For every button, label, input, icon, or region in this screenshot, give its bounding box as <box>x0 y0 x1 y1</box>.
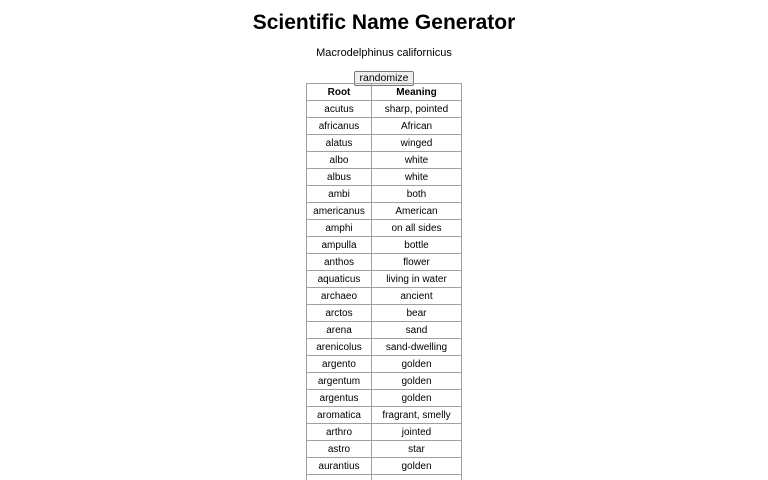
table-row <box>307 169 462 186</box>
generated-name: Macrodelphinus californicus <box>316 47 452 59</box>
root-cell: americanus <box>307 203 372 220</box>
table-row <box>307 152 462 169</box>
root-cell: aquaticus <box>307 271 372 288</box>
meaning-cell: both <box>372 186 462 203</box>
meaning-cell: golden <box>372 458 462 475</box>
table-body <box>307 101 462 480</box>
table-row <box>307 220 462 237</box>
table-row <box>307 254 462 271</box>
meaning-cell: golden <box>372 356 462 373</box>
meaning-cell: golden <box>372 373 462 390</box>
root-cell: ambi <box>307 186 372 203</box>
meaning-cell: white <box>372 169 462 186</box>
table-row <box>307 237 462 254</box>
table-row <box>307 203 462 220</box>
root-cell: astro <box>307 441 372 458</box>
root-cell: argento <box>307 356 372 373</box>
header-root: Root <box>307 84 372 101</box>
table-row <box>307 441 462 458</box>
table-row <box>307 322 462 339</box>
root-cell: arenicolus <box>307 339 372 356</box>
table-row <box>307 390 462 407</box>
meaning-cell: on all sides <box>372 220 462 237</box>
root-cell: argentum <box>307 373 372 390</box>
root-cell: anthos <box>307 254 372 271</box>
table-row <box>307 118 462 135</box>
meaning-cell: bear <box>372 305 462 322</box>
root-cell: arthro <box>307 424 372 441</box>
meaning-cell: sand-dwelling <box>372 339 462 356</box>
table-row <box>307 407 462 424</box>
randomize-button[interactable]: randomize <box>354 71 413 86</box>
meaning-cell: African <box>372 118 462 135</box>
meaning-cell: jointed <box>372 424 462 441</box>
root-cell: albo <box>307 152 372 169</box>
table-row <box>307 101 462 118</box>
page-title: Scientific Name Generator <box>252 11 516 34</box>
root-cell: arena <box>307 322 372 339</box>
meaning-cell: ancient <box>372 288 462 305</box>
root-cell: aromatica <box>307 407 372 424</box>
root-cell: alatus <box>307 135 372 152</box>
table-row <box>307 339 462 356</box>
meaning-cell: bottle <box>372 237 462 254</box>
root-cell: argentus <box>307 390 372 407</box>
meaning-cell: living in water <box>372 271 462 288</box>
table-row <box>307 475 462 480</box>
table-row <box>307 271 462 288</box>
root-cell: archaeo <box>307 288 372 305</box>
table-row <box>307 305 462 322</box>
meaning-cell: American <box>372 203 462 220</box>
root-cell: ampulla <box>307 237 372 254</box>
meaning-cell: sharp, pointed <box>372 101 462 118</box>
meaning-cell <box>372 475 462 480</box>
table-row <box>307 186 462 203</box>
meaning-cell: flower <box>372 254 462 271</box>
table-row <box>307 288 462 305</box>
table-row <box>307 373 462 390</box>
root-cell: africanus <box>307 118 372 135</box>
meaning-cell: sand <box>372 322 462 339</box>
root-cell: arctos <box>307 305 372 322</box>
meaning-cell: star <box>372 441 462 458</box>
table-header-row <box>307 84 462 101</box>
roots-table <box>306 83 462 480</box>
root-cell: acutus <box>307 101 372 118</box>
table-row <box>307 135 462 152</box>
meaning-cell: fragrant, smelly <box>372 407 462 424</box>
root-cell: aurantius <box>307 458 372 475</box>
root-cell: amphi <box>307 220 372 237</box>
meaning-cell: white <box>372 152 462 169</box>
table-row <box>307 458 462 475</box>
header-meaning: Meaning <box>372 84 462 101</box>
table-row <box>307 356 462 373</box>
table-row <box>307 424 462 441</box>
root-cell: albus <box>307 169 372 186</box>
meaning-cell: golden <box>372 390 462 407</box>
meaning-cell: winged <box>372 135 462 152</box>
root-cell <box>307 475 372 480</box>
